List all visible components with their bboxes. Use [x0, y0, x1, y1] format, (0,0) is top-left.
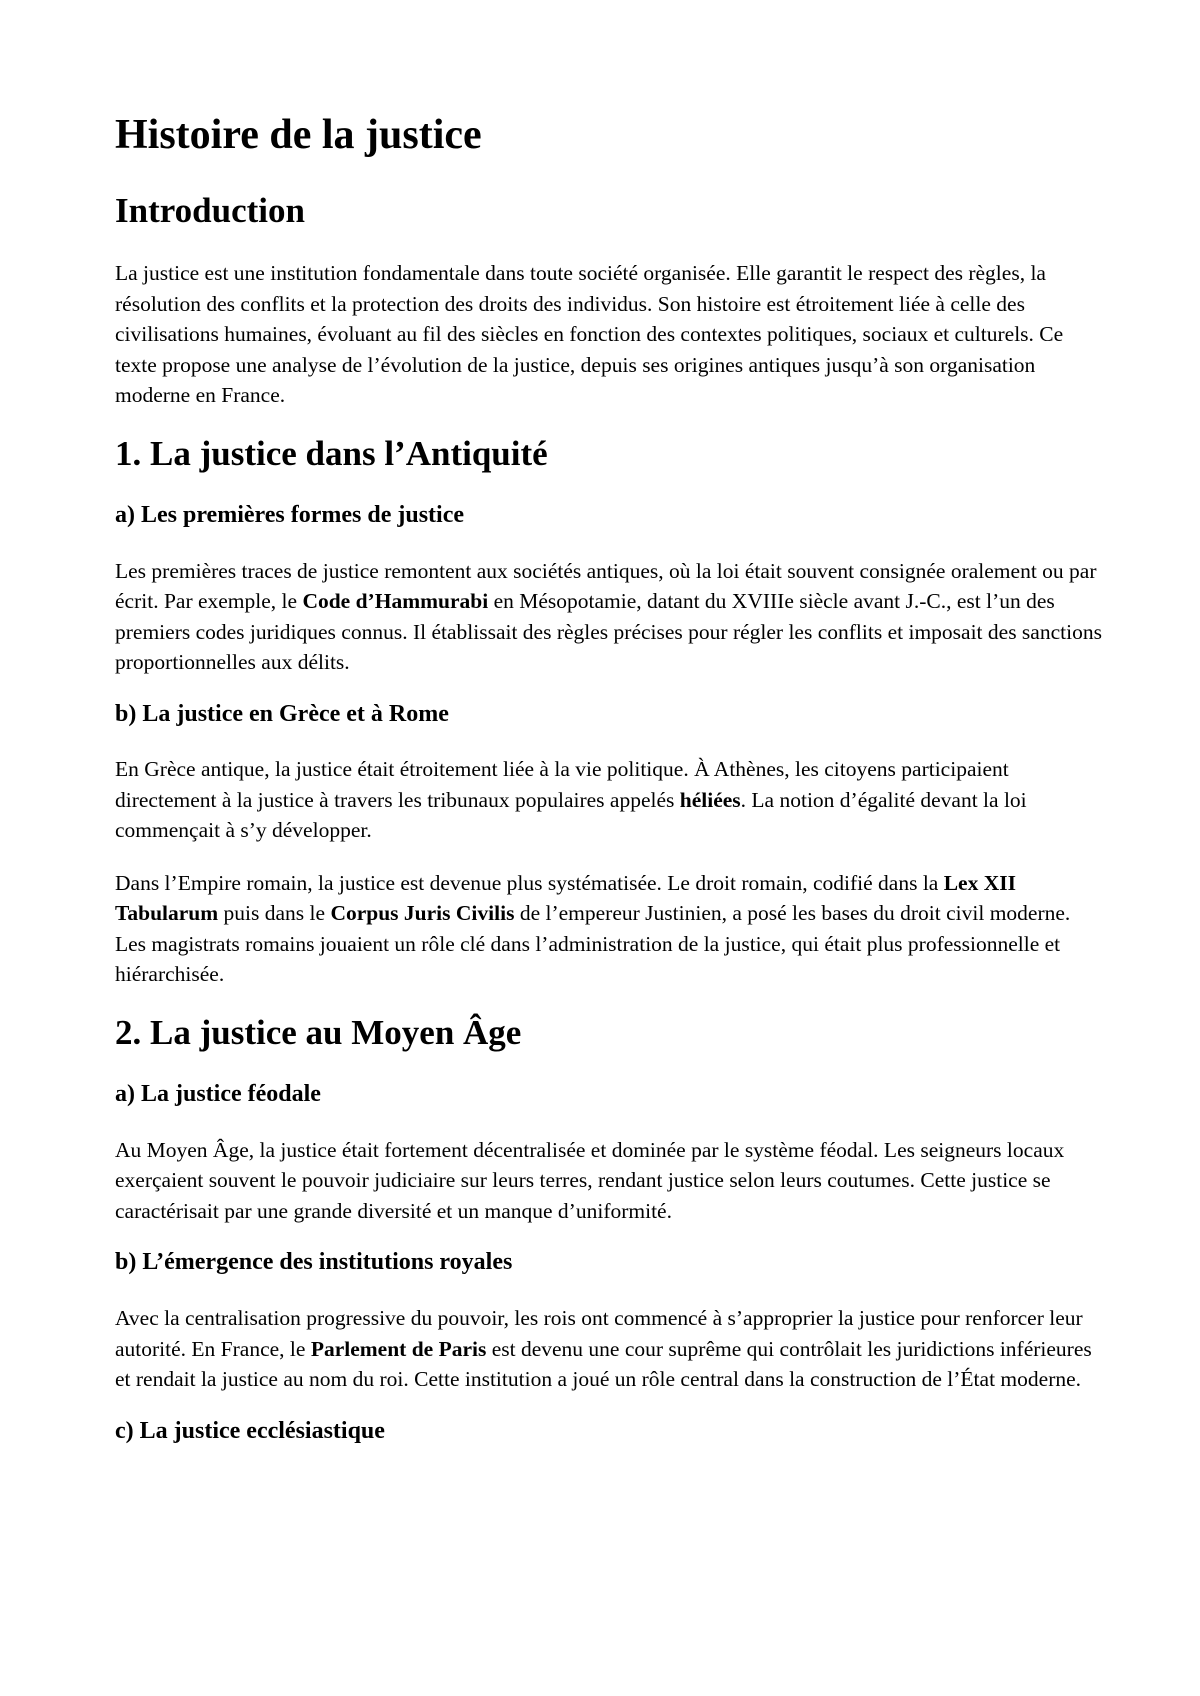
document-title: Histoire de la justice [115, 112, 482, 158]
paragraph-2b: Avec la centralisation progressive du pouvoir, les rois ont commencé à s’approprier la justice pour renforcer leur autorité. En France, le Parlement de Paris est devenu une cour suprême qui contrôlait les juridictions inférieures et rendait la justice au nom du roi. Cette institution a joué un rôle central dans la construction de l’État moderne. [115, 1306, 1092, 1392]
bold-term: Code d’Hammurabi [302, 589, 489, 614]
heading-section-2a: a) La justice féodale [115, 1080, 321, 1107]
heading-section-1a: a) Les premières formes de justice [115, 501, 465, 528]
paragraph-1b-1: En Grèce antique, la justice était étroitement liée à la vie politique. À Athènes, les citoyens participaient directement à la justice à travers les tribunaux populaires appelés héliées. La notion d’égalité devant la loi commençait à s’y développer. [115, 757, 1027, 843]
paragraph-1b-2: Dans l’Empire romain, la justice est devenue plus systématisée. Le droit romain, codifié dans la Lex XII Tabularum puis dans le Corpus Juris Civilis de l’empereur Justinien, a posé les bases du droit civil moderne. Les magistrats romains jouaient un rôle clé dans l’administration de la justice, qui était plus professionnelle et hiérarchisée. [115, 870, 1071, 987]
bold-term: Parlement de Paris [310, 1336, 487, 1361]
heading-section-2: 2. La justice au Moyen Âge [115, 1012, 522, 1052]
bold-term: héliées [679, 787, 741, 812]
heading-section-1b: b) La justice en Grèce et à Rome [115, 700, 449, 727]
bold-term: Lex XII Tabularum [115, 870, 1016, 926]
paragraph-1a: Les premières traces de justice remontent aux sociétés antiques, où la loi était souvent consignée oralement ou par écrit. Par exemple, le Code d’Hammurabi en Mésopotamie, datant du XVIIIe siècle avant J.-C., est l’un des premiers codes juridiques connus. Il établissait des règles précises pour régler les conflits et imposait des sanctions proportionnelles aux délits. [115, 558, 1102, 675]
heading-introduction: Introduction [115, 191, 305, 231]
intro-paragraph: La justice est une institution fondamentale dans toute société organisée. Elle garantit le respect des règles, la résolution des conflits et la protection des droits des individus. Son histoire est étroitement liée à celle des civilisations humaines, évoluant au fil des siècles en fonction des contextes politiques, sociaux et culturels. Ce texte propose une analyse de l’évolution de la justice, depuis ses origines antiques jusqu’à son organisation moderne en France. [115, 261, 1064, 408]
heading-section-1: 1. La justice dans l’Antiquité [115, 433, 548, 473]
heading-section-2c: c) La justice ecclésiastique [115, 1417, 385, 1444]
heading-section-2b: b) L’émergence des institutions royales [115, 1249, 513, 1276]
paragraph-2a: Au Moyen Âge, la justice était fortement décentralisée et dominée par le système féodal. Les seigneurs locaux exerçaient souvent le pouvoir judiciaire sur leurs terres, rendant justice selon leurs coutumes. Cette justice se caractérisait par une grande diversité et un manque d’uniformité. [115, 1137, 1065, 1223]
bold-term: Corpus Juris Civilis [330, 901, 515, 926]
document-page [115, 110, 1105, 1471]
